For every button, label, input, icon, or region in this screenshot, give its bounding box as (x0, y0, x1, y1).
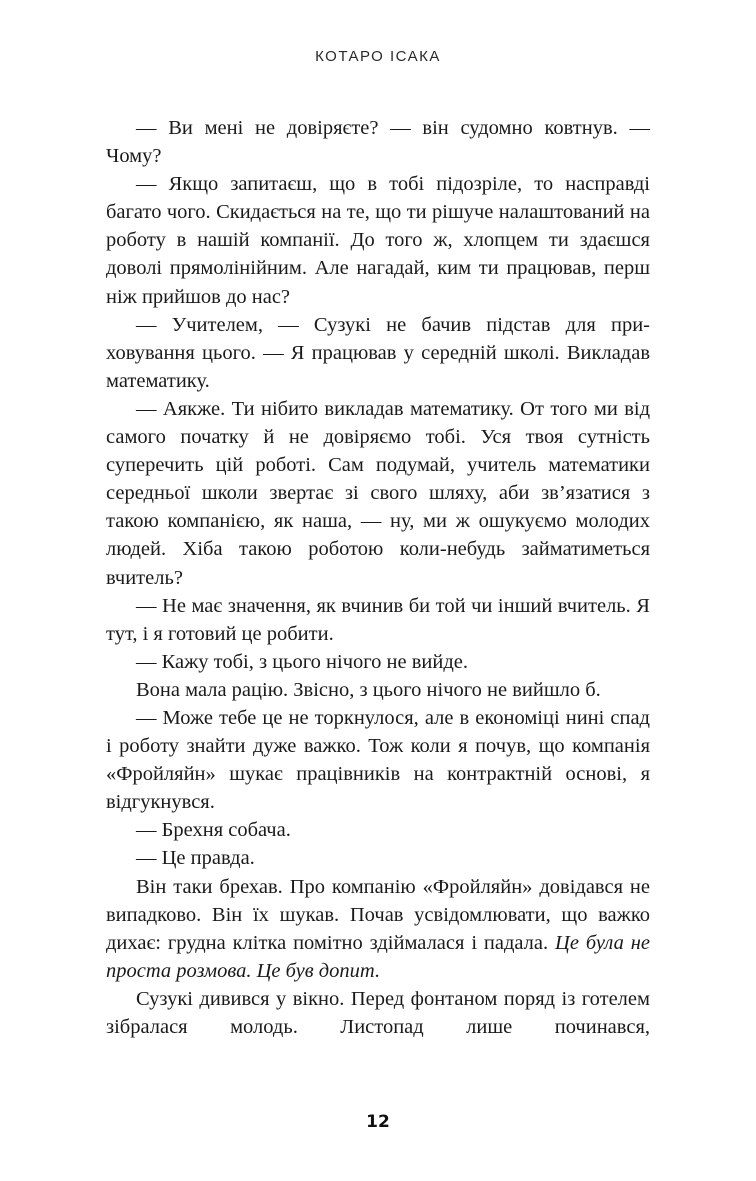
paragraph-plain-text: Він таки брехав. Про компанію «Фройляйн» довідався не випадково. Він їх шукав. Почав усвідомлювати, що важко дихає: грудна клітка помітно здіймалася і падала. (106, 875, 650, 954)
paragraph: — Кажу тобі, з цього нічого не вийде. (136, 650, 469, 673)
paragraph-with-italic (106, 873, 650, 985)
paragraph-italic-text: Це була не проста розмова. Це був допит. (106, 931, 651, 982)
paragraph: Вона мала рацію. Звісно, з цього нічого не вийшло б. (136, 678, 601, 701)
paragraph: — Учителем, — Сузукі не бачив підстав для приховування цього. — Я працював у середній школі. Викладав математику. (106, 313, 650, 392)
paragraph: — Аякже. Ти нібито викладав математику. От того ми від самого початку й не довіряємо тобі. Уся твоя сутність суперечить цій роботі. Сам подумай, учитель математики середньої школи звертає зі свого шляху, аби зв’язатися з такою компанією, як наша, — ну, ми ж ошукуємо молодих людей. Хіба такою роботою коли-небудь займатиметься вчитель? (106, 397, 650, 589)
paragraph: — Не має значення, як вчинив би той чи інший вчитель. Я тут, і я готовий це робити. (106, 594, 650, 645)
paragraph: — Може тебе це не торкнулося, але в економіці нині спад і роботу знайти дуже важко. Тож коли я почув, що компанія «Фройляйн» шукає працівників на контрактній основі, я відгукнувся. (106, 706, 650, 814)
paragraph: — Це правда. (136, 847, 255, 870)
page-body (106, 114, 650, 1041)
paragraph: — Брехня собача. (136, 819, 291, 842)
paragraph-continued: Сузукі дивився у вікно. Перед фонтаном поряд із готелем зібралася молодь. Листопад лише починався, (106, 987, 650, 1038)
running-header: КОТАРО ІСАКА (315, 48, 441, 65)
page-number: 12 (366, 1112, 390, 1132)
paragraph: — Якщо запитаєш, що в тобі підозріле, то насправді багато чого. Скидається на те, що ти рішуче налаштований на роботу в нашій компанії. До того ж, хлопцем ти здаєшся доволі прямолінійним. Але нагадай, ким ти працював, перш ніж прийшов до нас? (106, 173, 650, 308)
paragraph: — Ви мені не довіряєте? — він судомно ковтнув. — Чому? (106, 117, 650, 168)
